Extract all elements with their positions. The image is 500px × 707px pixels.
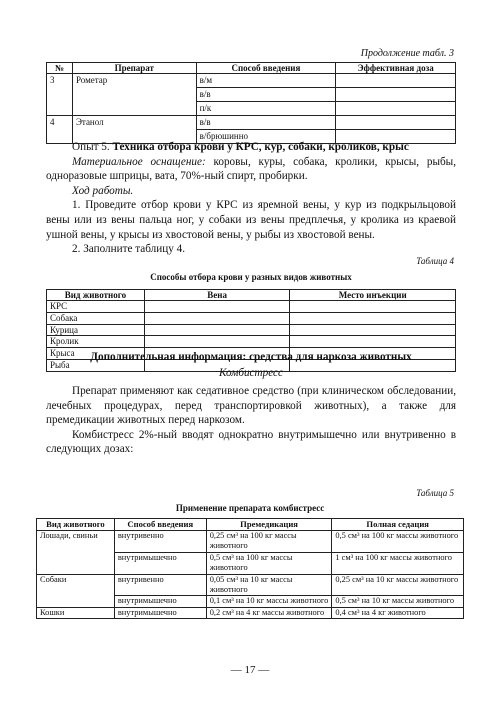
route-cell: [196, 74, 336, 116]
sedation-dose: 1 см³ на 100 кг массы животного: [332, 552, 464, 574]
extra-info-heading: Дополнительная информация: средства для наркоза животных: [90, 351, 412, 363]
table-header-row: [47, 63, 456, 74]
drug-name: Этанол: [72, 116, 196, 144]
experiment-section: [46, 140, 456, 257]
premedication-dose: 0,5 см³ на 100 кг массы животного: [206, 552, 332, 574]
row-number: 3: [47, 74, 73, 116]
col-header: Место инъекции: [290, 290, 456, 301]
table-row: [47, 312, 456, 324]
dose-line: [336, 88, 455, 102]
usage-paragraph: Препарат применяют как седативное средство (при клиническом обследовании, лечебных процедурах, перед транспортировкой животных), а также для премедикации животных перед наркозом.: [46, 385, 456, 427]
table-row: [47, 336, 456, 348]
premedication-dose: 0,1 см³ на 10 кг массы животного: [206, 596, 332, 607]
route-value: внутримышечно: [114, 552, 206, 574]
table-4-label: Таблица 4: [416, 256, 454, 266]
progress-label: Ход работы.: [72, 184, 134, 197]
row-number: 4: [47, 116, 73, 144]
step-1: 1. Проведите отбор крови у КРС из яремной вены, у кур из подкрыльцовой вены или из вены пальца ног, у собаки из вены предплечья, у кролика из краевой ушной вены, у крысы из хвостовой вены, у рыбы из хвостовой вены.: [46, 199, 456, 241]
route-value: внутривенно: [114, 574, 206, 596]
table-5-title: Применение препарата комбистресс: [175, 503, 325, 513]
dosage-paragraph: Комбистресс 2%-ный вводят однократно внутримышечно или внутривенно в следующих дозах:: [46, 428, 456, 456]
col-header: Препарат: [72, 63, 196, 74]
dose-line: [336, 74, 455, 88]
sedation-dose: 0,25 см³ на 10 кг массы животного: [332, 574, 464, 596]
col-header: Эффективная доза: [336, 63, 456, 74]
animal-name: Кошки: [37, 607, 115, 618]
col-header: №: [47, 63, 73, 74]
materials-text: коровы, куры, собака, кролики, крысы, рыбы, одноразовые шприцы, вата, 70%-ный спирт, пробирки.: [46, 155, 456, 183]
table-row: [37, 607, 464, 618]
sedation-dose: 0,5 см³ на 100 кг массы животного: [332, 531, 464, 553]
col-header: Полная седация: [332, 519, 464, 531]
route-value: в/брюшинно: [199, 131, 249, 141]
dose-line: [336, 102, 455, 115]
table-row: [47, 74, 456, 116]
table-row: [47, 324, 456, 336]
materials-label: Материальное оснащение:: [72, 155, 206, 168]
route-value: в/в: [197, 116, 336, 130]
sedation-dose: 0,5 см³ на 10 кг массы животного: [332, 596, 464, 607]
animal-name: Крыса: [47, 348, 145, 360]
table-row: [37, 531, 464, 553]
table-continuation-label: Продолжение табл. 3: [360, 48, 454, 59]
col-header: Вена: [144, 290, 290, 301]
premedication-dose: 0,25 см³ на 100 кг массы животного: [206, 531, 332, 553]
sedation-dose: 0,4 см³ на 4 кг животного: [332, 607, 464, 618]
extra-info-text: [46, 384, 456, 457]
animal-name: Рыба: [47, 359, 145, 371]
premedication-dose: 0,2 см³ на 4 кг массы животного: [206, 607, 332, 618]
drug-subheading: Комбистресс: [219, 367, 283, 379]
route-value: внутримышечно: [114, 607, 206, 618]
step-2: 2. Заполните таблицу 4.: [72, 243, 185, 256]
table-5-label: Таблица 5: [416, 488, 454, 498]
col-header: Вид животного: [47, 290, 145, 301]
animal-name: Лошади, свиньи: [37, 531, 115, 575]
animal-name: Собака: [47, 312, 145, 324]
drug-name: Рометар: [72, 74, 196, 116]
table-header-row: [47, 290, 456, 301]
premedication-dose: 0,05 см³ на 10 кг массы животного: [206, 574, 332, 596]
animal-name: Кролик: [47, 336, 145, 348]
experiment-title: Техника отбора крови у КРС, кур, собаки, кроликов, крыс: [112, 141, 409, 153]
table-4-title: Способы отбора крови у разных видов животных: [150, 272, 352, 282]
animal-name: Курица: [47, 324, 145, 336]
col-header: Способ введения: [196, 63, 336, 74]
route-value: в/в: [197, 88, 336, 102]
route-value: внутривенно: [114, 531, 206, 553]
route-value: в/м: [197, 74, 336, 88]
table-5: [36, 518, 464, 619]
route-value: внутримышечно: [114, 596, 206, 607]
dose-cell: [336, 74, 456, 116]
table-header-row: [37, 519, 464, 531]
col-header: Способ введения: [114, 519, 206, 531]
animal-name: КРС: [47, 301, 145, 313]
experiment-heading: [46, 140, 456, 155]
animal-name: Собаки: [37, 574, 115, 607]
table-3: [46, 62, 456, 144]
page-number: — 17 —: [230, 664, 270, 676]
route-value: п/к: [199, 103, 212, 113]
col-header: Премедикация: [206, 519, 332, 531]
experiment-prefix: Опыт 5.: [72, 141, 113, 153]
table-row: [37, 574, 464, 596]
table-row: [47, 301, 456, 313]
dose-line: [336, 116, 455, 130]
materials-paragraph: [46, 155, 456, 184]
col-header: Вид животного: [37, 519, 115, 531]
